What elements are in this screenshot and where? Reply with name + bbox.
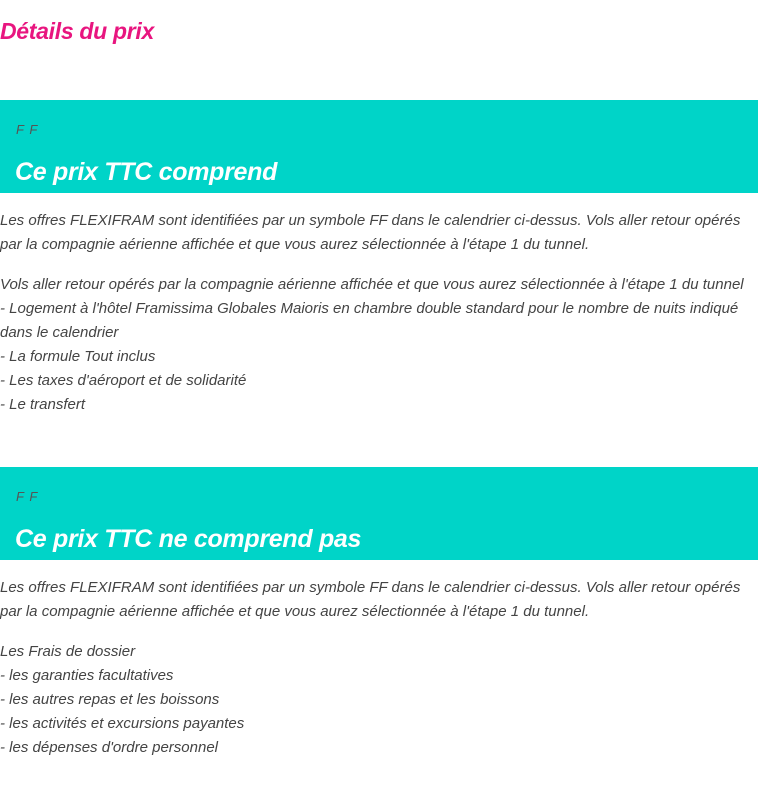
ff-symbol: F F [16, 122, 39, 137]
list-item: Vols aller retour opérés par la compagnie aérienne affichée et que vous aurez sélectionnée à l'étape 1 du tunnel [0, 276, 744, 293]
section-intro: Les offres FLEXIFRAM sont identifiées par un symbole FF dans le calendrier ci-dessus. Vols aller retour opérés par la compagnie aérienne affichée et que vous aurez sélectionnée à l'étape 1 du tunnel. [0, 579, 741, 620]
page-title: Détails du prix [0, 18, 154, 44]
ff-symbol: F F [16, 489, 39, 504]
list-item: Les Frais de dossier [0, 643, 136, 660]
included-list [0, 257, 752, 417]
list-item: - Logement à l'hôtel Framissima Globales Maioris en chambre double standard pour le nombre de nuits indiqué dans le calendrier [0, 300, 739, 341]
section-header [0, 100, 758, 193]
list-item: - les autres repas et les boissons [0, 691, 220, 708]
section-intro: Les offres FLEXIFRAM sont identifiées par un symbole FF dans le calendrier ci-dessus. Vols aller retour opérés par la compagnie aérienne affichée et que vous aurez sélectionnée à l'étape 1 du tunnel. [0, 212, 741, 253]
section-excludes [0, 467, 758, 760]
section-header [0, 467, 758, 560]
section-title: Ce prix TTC comprend [15, 158, 278, 186]
list-item: - La formule Tout inclus [0, 348, 156, 365]
section-includes [0, 100, 758, 417]
list-item: - Le transfert [0, 396, 86, 413]
list-item: - Les taxes d'aéroport et de solidarité [0, 372, 247, 389]
list-item: - les garanties facultatives [0, 667, 174, 684]
list-item: - les dépenses d'ordre personnel [0, 739, 218, 756]
list-item: - les activités et excursions payantes [0, 715, 245, 732]
excluded-list [0, 624, 752, 760]
section-title: Ce prix TTC ne comprend pas [15, 525, 362, 553]
